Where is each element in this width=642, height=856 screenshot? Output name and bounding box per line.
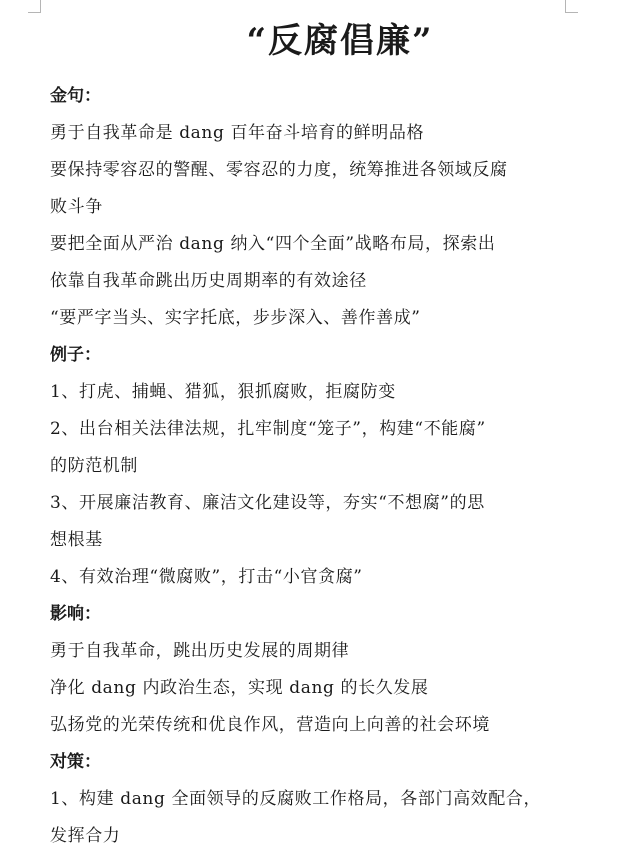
page-corner-mark-right bbox=[565, 0, 578, 13]
section-heading: 影响： bbox=[50, 604, 101, 624]
text-line: 发挥合力 bbox=[50, 826, 121, 846]
text-line: 想根基 bbox=[50, 530, 103, 550]
document-title: “反腐倡廉” bbox=[246, 21, 434, 61]
text-line: 4、有效治理“微腐败”，打击“小官贪腐” bbox=[50, 567, 363, 587]
text-line: “要严字当头、实字托底，步步深入、善作善成” bbox=[50, 308, 421, 328]
page-corner-mark-left bbox=[28, 0, 41, 13]
text-line: 依靠自我革命跳出历史周期率的有效途径 bbox=[50, 271, 367, 291]
text-line: 要保持零容忍的警醒、零容忍的力度，统筹推进各领域反腐 bbox=[50, 160, 508, 180]
section-impact bbox=[50, 596, 610, 744]
text-line: 3、开展廉洁教育、廉洁文化建设等，夯实“不想腐”的思 bbox=[50, 493, 485, 513]
text-line: 弘扬党的光荣传统和优良作风，营造向上向善的社会环境 bbox=[50, 715, 490, 735]
text-line: 勇于自我革命，跳出历史发展的周期律 bbox=[50, 641, 350, 661]
section-heading: 对策： bbox=[50, 752, 101, 772]
text-line: 1、打虎、捕蝇、猎狐，狠抓腐败，拒腐防变 bbox=[50, 382, 396, 402]
text-line: 1、构建 dang 全面领导的反腐败工作格局，各部门高效配合， bbox=[50, 789, 542, 809]
section-heading: 金句： bbox=[50, 86, 101, 106]
section-golden-sentences bbox=[50, 78, 610, 337]
document-page bbox=[50, 16, 610, 855]
text-line: 的防范机制 bbox=[50, 456, 138, 476]
text-line: 2、出台相关法律法规，扎牢制度“笼子”，构建“不能腐” bbox=[50, 419, 486, 439]
text-line: 净化 dang 内政治生态，实现 dang 的长久发展 bbox=[50, 678, 429, 698]
section-countermeasures bbox=[50, 744, 610, 855]
text-line: 败斗争 bbox=[50, 197, 103, 217]
section-heading: 例子： bbox=[50, 345, 101, 365]
text-line: 勇于自我革命是 dang 百年奋斗培育的鲜明品格 bbox=[50, 123, 425, 143]
text-line: 要把全面从严治 dang 纳入“四个全面”战略布局，探索出 bbox=[50, 234, 496, 254]
section-examples bbox=[50, 337, 610, 596]
